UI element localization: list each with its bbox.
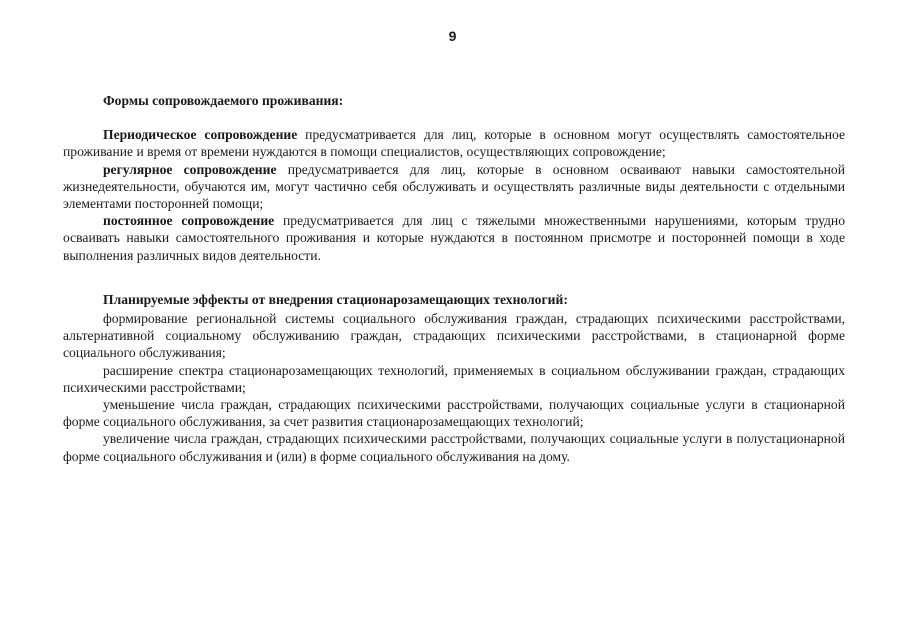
paragraph-regular-support bbox=[63, 161, 845, 213]
paragraph-effect-3: уменьшение числа граждан, страдающих психическими расстройствами, получающих социальные услуги в стационарной форме социального обслуживания, за счет развития стационарозамещающих технологий; bbox=[63, 397, 845, 430]
paragraph-effect-4: увеличение числа граждан, страдающих психическими расстройствами, получающих социальные услуги в полустационарной форме социального обслуживания и (или) в форме социального обслуживания на дому. bbox=[63, 431, 845, 464]
term-periodic-support: Периодическое сопровождение bbox=[103, 127, 298, 143]
paragraph-permanent-support bbox=[63, 212, 845, 264]
paragraph-periodic-support bbox=[63, 126, 845, 160]
term-regular-support: регулярное сопровождение bbox=[103, 161, 277, 177]
text-permanent-support: предусматривается для лиц с тяжелыми множественными нарушениями, которым трудно осваивать навыки самостоятельного проживания и которые нуждаются в постоянном присмотре и посторонней помощи в ходе выполнения различных видов деятельности. bbox=[63, 213, 845, 263]
page-number: 9 bbox=[448, 28, 457, 44]
text-regular-support: предусматривается для лиц, которые в основном осваивают навыки самостоятельной жизнедеятельности, обучаются им, могут частично себя обслуживать и осуществлять различные виды деятельности с отдельными элементами посторонней помощи; bbox=[63, 161, 845, 212]
section-heading-effects: Планируемые эффекты от внедрения стационарозамещающих технологий: bbox=[103, 291, 568, 307]
term-permanent-support: постоянное сопровождение bbox=[103, 213, 275, 229]
paragraph-effect-1: формирование региональной системы социального обслуживания граждан, страдающих психическими расстройствами, альтернативной социальному обслуживанию граждан, страдающих психическими расстройствами, в стационарной форме социального обслуживания; bbox=[63, 311, 845, 361]
document-body bbox=[63, 92, 845, 465]
text-periodic-support: предусматривается для лиц, которые в основном могут осуществлять самостоятельное проживание и время от времени нуждаются в помощи специалистов, осуществляющих сопровождение; bbox=[63, 127, 845, 160]
section-heading-forms: Формы сопровождаемого проживания: bbox=[103, 93, 344, 108]
paragraph-effect-2: расширение спектра стационарозамещающих технологий, применяемых в социальном обслуживании граждан, страдающих психическими расстройствами; bbox=[63, 362, 845, 395]
